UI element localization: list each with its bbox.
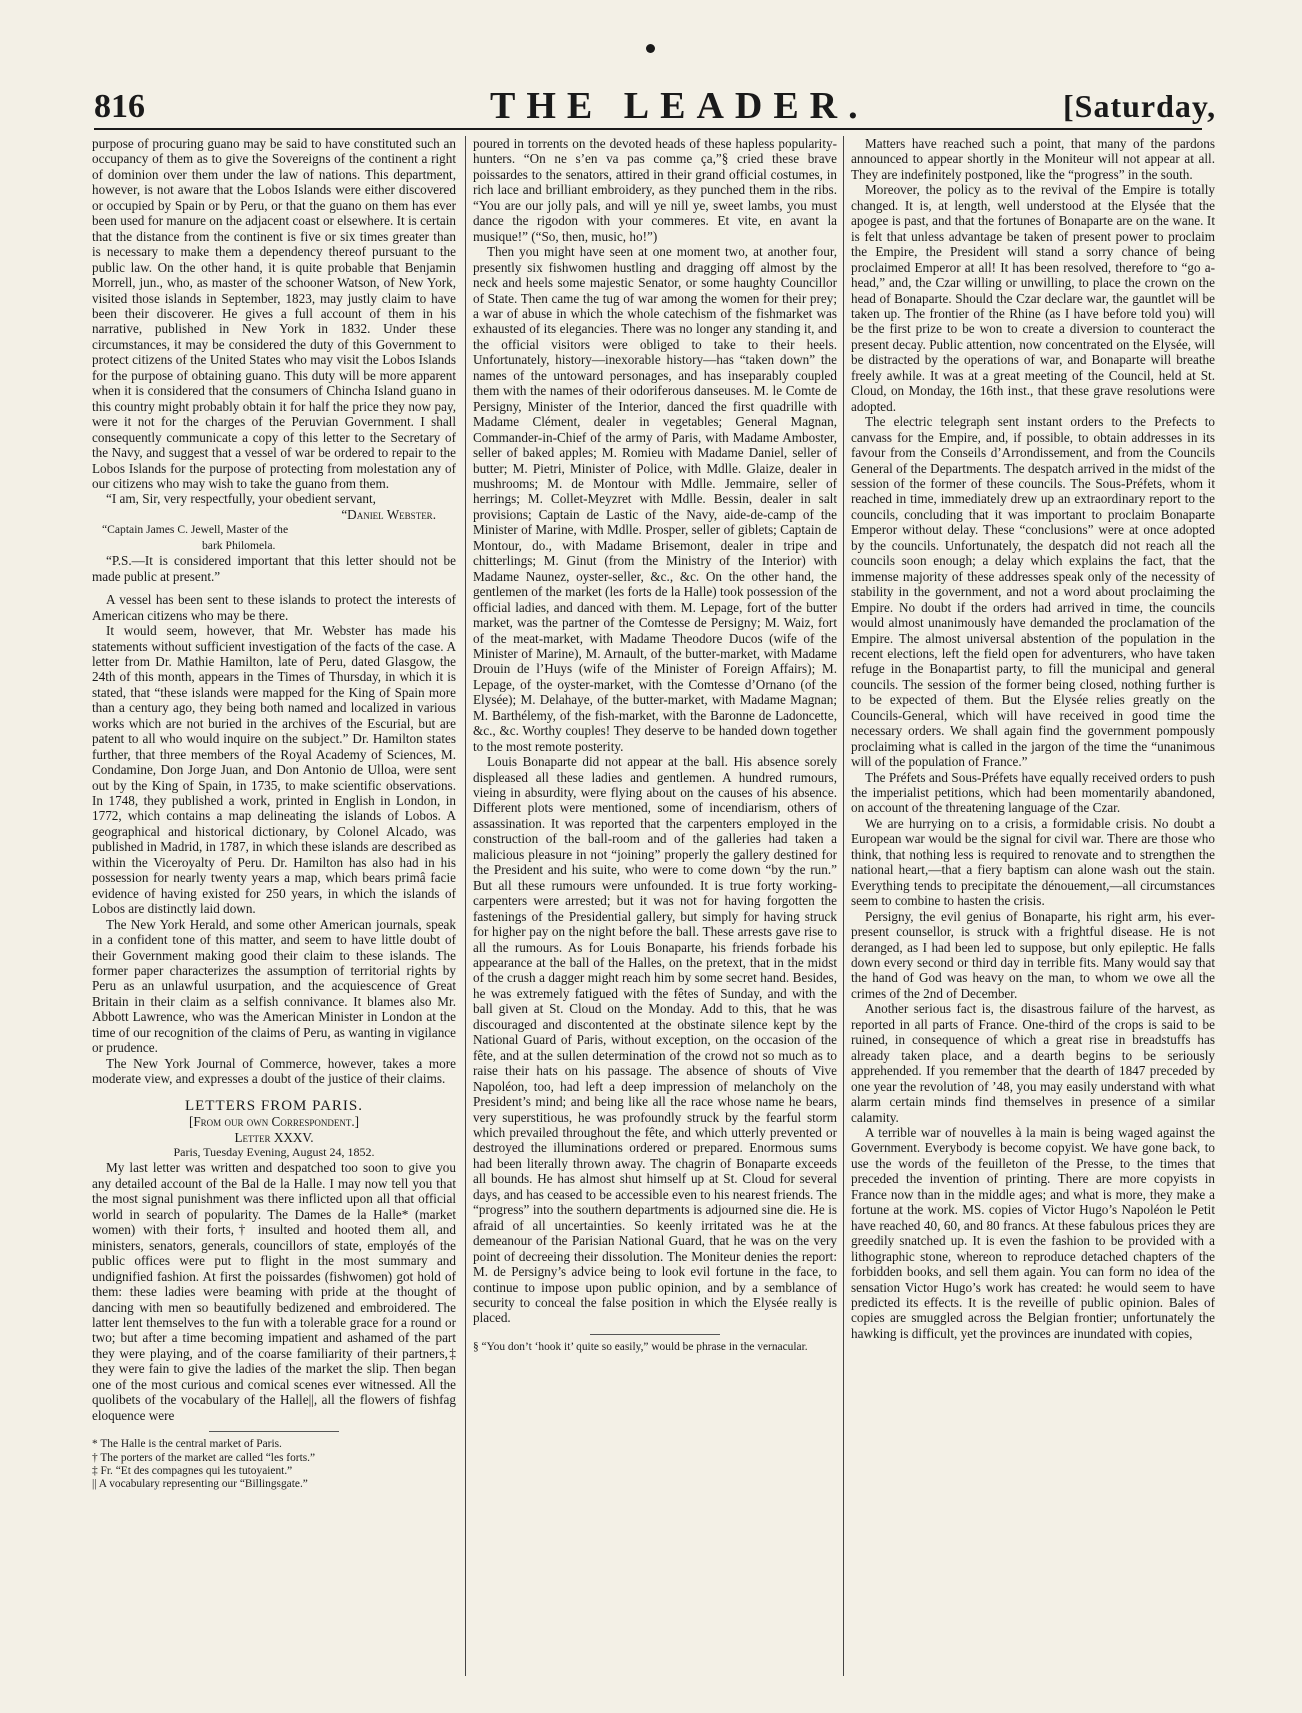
addressee: bark Philomela. [202,538,276,552]
column-1 [92,136,456,1676]
paragraph: Louis Bonaparte did not appear at the ball. His absence sorely displeased all these ladies and gentlemen. A hundred rumours, vieing in absurdity, were flying about on the causes of his absence. Different plots were mentioned, some of incendiarism, others of assassination. It was reported that the carpenters employed in the construction of the ball-room and of the galleries had taken a malicious pleasure in not “joining” properly the gallery destined for the President and his suite, who were to come down “by the run.” But all these rumours were unfounded. It is true forty working-carpenters were arrested; but it was not for having forgotten the fastenings of the Presidential gallery, but simply for having struck for higher pay on the night before the ball. These arrests gave rise to all the rumours. As for Louis Bonaparte, his friends forbade his appearance at the ball of the Halles, on the pretext, that in the midst of the crush a dagger might reach him by some secret hand. Besides, he was extremely fatigued with the fêtes of Sunday, and with the ball given at St. Cloud on the Monday. Add to this, that he was discouraged and discontented at the obstinate silence kept by the National Guard of Paris, without exception, on the occasion of the fête, and at the sullen determination of the crowd not so much as to raise their hats on his passage. The absence of shouts of Vive Napoléon, too, had left a deep impression of melancholy on the President’s mind; and being like all the race whose name he bears, very superstitious, he was profoundly struck by the fearful storm which prevailed throughout the fête, and which utterly prevented or destroyed the illuminations ordered or prepared. Enormous sums had been literally thrown away. The chagrin of Bonaparte exceeds all bounds. He has almost shut himself up at St. Cloud for several days, and has ceased to be accessible even to his nearest friends. The “progress” into the southern departments is adjourned sine die. He is afraid of all uncertainties. So keenly irritated was he at the demeanour of the Parisian National Guard, that he was on the very point of decreeing their dissolution. The Moniteur denies the report: M. de Persigny’s advice being to look evil fortune in the face, to continue to impose upon public opinion, and by a semblance of security to conceal the false position in which the Elysée really is placed. [473,754,837,1326]
footnote-rule [209,1431,339,1432]
column-separator [465,136,466,1676]
paragraph: We are hurrying on to a crisis, a formidable crisis. No doubt a European war would be the signal for civil war. There are those who think, that nothing less is required to renovate and to strengthen the national heart,—that a fiery baptism can alone wash out the stain. Everything tends to precipitate the dénouement,—all circumstances seem to combine to hasten the crisis. [851,815,1215,909]
letter-number: Letter XXXV. [234,1129,314,1145]
paragraph: The New York Journal of Commerce, however, takes a more moderate view, and expresses a doubt of the justice of their claims. [92,1055,456,1087]
signature: “Daniel Webster. [341,506,436,522]
paragraph: The Préfets and Sous-Préfets have equally received orders to push the imperialist petitions, which had been momentarily abandoned, on account of the threatening language of the Czar. [851,769,1215,816]
page-mark [646,44,655,53]
paragraph: My last letter was written and despatched too soon to give you any detailed account of the Bal de la Halle. I may now tell you that the most signal punishment was there inflicted upon all that official world in search of popularity. The Dames de la Halle* (market women) with their forts,† insulted and hooted them all, and ministers, senators, generals, councillors of state, employés of the public offices were put to flight in the most summary and undignified fashion. At first the poissardes (fishwomen) got hold of them: these ladies were beaming with pride at the thought of dancing with men so beautifully bedizened and embroidered. The latter lent themselves to the fun with a tolerable grace for a round or two; but after a time becoming impatient and ashamed of the part they were playing, and of the coarse familiarity of their partners,‡ they were fain to give the ladies of the market the slip. Then began one of the most curious and comical scenes ever witnessed. All the quolibets of the vocabulary of the Halle||, all the flowers of fishfag eloquence were [92,1160,456,1423]
issue-day: [Saturday, [1063,88,1217,124]
paragraph: The electric telegraph sent instant orders to the Prefects to canvass for the Empire, and, if possible, to obtain addresses in its favour from the Conseils d’Arrondissement, and from the Councils General of the Departments. The despatch arrived in the midst of the session of the former of these councils. The Sous-Préfets, whom it reached in time, immediately drew up an extraordinary report to the councils, concluding that it was important to proclaim Bonaparte Emperor without delay. These “conclusions” were at once adopted by the councils. Unfortunately, the despatch did not reach all the councils soon enough; a delay which explains the fact, that the immense majority of these addresses speak only of the necessity of stability in the government, and not a word about proclaiming the Empire. No doubt if the orders had arrived in time, the councils would almost unanimously have demanded the proclamation of the Empire. The almost universal abstention of the population in the recent elections, left the field open for adventurers, who have taken refuge in the Bonapartist party, to fill the municipal and general councils. The session of the former being closed, nothing further is to be expected of them. But the Elysée relies greatly on the Councils-General, which will have received in good time the necessary orders. We shall again find the government pompously proclaiming what is called in the jargon of the time the “unanimous will of the population of France.” [851,414,1215,770]
paragraph: A vessel has been sent to these islands to protect the interests of American citizens who may be there. [92,592,456,623]
column-separator [843,136,844,1676]
paragraph: Another serious fact is, the disastrous failure of the harvest, as reported in all parts of France. One-third of the crops is said to be ruined, in consequence of which a great rise in breadstuffs has already taken place, and a dearth begins to be seriously apprehended. If you remember that the dearth of 1847 preceded by one year the revolution of ’48, you may easily understand with what alarm certain minds find themselves in presence of a similar calamity. [851,1001,1215,1125]
page-number: 816 [94,88,145,125]
newspaper-title: THE LEADER. [490,85,869,127]
paragraph: Persigny, the evil genius of Bonaparte, his right arm, his ever-present counsellor, is struck with a frightful disease. He is not deranged, as I had been led to suppose, but only epileptic. He falls down every second or third day in terrible fits. Many would say that the hand of God was heavy on the man, to whom we owe all the crimes of the 2nd of December. [851,908,1215,1001]
addressee: “Captain James C. Jewell, Master of the [102,523,289,537]
footnote: || A vocabulary representing our “Billingsgate.” [92,1478,308,1491]
dateline: Paris, Tuesday Evening, August 24, 1852. [173,1145,375,1159]
footnote: † The porters of the market are called “les forts.” [92,1451,316,1464]
paragraph: Matters have reached such a point, that many of the pardons announced to appear shortly in the Moniteur will not appear at all. They are indefinitely postponed, like the “progress” in the south. [851,136,1215,182]
paragraph: The New York Herald, and some other American journals, speak in a confident tone of this matter, and seem to have little doubt of their Government making good their claim to these islands. The former paper characterizes the assumption of territorial rights by Peru as an unlawful usurpation, and the acquiescence of Great Britain in their claim as a selfish connivance. It blames also Mr. Abbott Lawrence, who was the American Minister in London at the time of our recognition of the claims of Peru, as wanting in vigilance or prudence. [92,916,456,1056]
header-rule [94,128,1202,130]
section-subtitle: [From our own Correspondent.] [188,1114,360,1130]
masthead [0,0,1302,127]
paragraph: purpose of procuring guano may be said to have constituted such an occupancy of them as to give the Sovereigns of the continent a right of dominion over them under the law of nations. This department, however, is not aware that the Lobos Islands were either discovered or occupied by Spain or by Peru, or that the guano on them has ever been used for manure on the adjacent coast or elsewhere. It is certain that the distance from the continent is five or six times greater than is necessary to make them a dependency thereof pursuant to the public law. On the other hand, it is quite probable that Benjamin Morrell, jun., who, as master of the schooner Watson, of New York, visited those islands in September, 1823, may justly claim to have been their discoverer. He gives a full account of them in his narrative, published in New York in 1832. Under these circumstances, it may be considered the duty of this Government to protect citizens of the United States who may visit the Lobos Islands for the purpose of obtaining guano. This duty will be more apparent when it is considered that the consumers of Chincha Island guano in this country might probably obtain it for half the price they now pay, were it not for the charges of the Peruvian Government. I shall consequently communicate a copy of this letter to the Secretary of the Navy, and suggest that a vessel of war be ordered to repair to the Lobos Islands for the purpose of protecting from molestation any of our citizens who may wish to take the guano from them. [92,136,456,491]
footnote: * The Halle is the central market of Paris. [92,1438,282,1451]
paragraph: A terrible war of nouvelles à la main is being waged against the Government. Everybody is become copyist. We have gone back, to use the words of the feuilleton of the Presse, to the times that preceded the invention of printing. There are more copyists in France now than in the middle ages; and what is more, they make a fortune at the work. MS. copies of Victor Hugo’s Napoléon le Petit have reached 40, 60, and 80 francs. At these fabulous prices they are greedily snatched up. It is even the fashion to be provided with a lithographic stone, whereon to reproduce detached chapters of the forbidden books, and sell them again. You can form no idea of the sensation Victor Hugo’s work has created: he would seem to have predicted its effects. It is the reveille of public opinion. Bales of copies are smuggled across the Belgian frontier; unfortunately the hawking is difficult, yet the provinces are inundated with copies, [851,1125,1215,1341]
postscript: “P.S.—It is considered important that this letter should not be made public at present.” [92,553,456,584]
paragraph: Then you might have seen at one moment two, at another four, presently six fishwomen hustling and dragging off almost by the neck and heels some majestic Senator, or some haughty Councillor of State. Then came the tug of war among the women for their prey; a war of abuse in which the whole catechism of the fishmarket was exhausted of its elegancies. There was no longer any standing it, and the official visitors were obliged to take to their heels. Unfortunately, history—inexorable history—has “taken down” the names of the untoward personages, and has inseparably coupled them with the names of their odoriferous danseuses. M. le Comte de Persigny, Minister of the Interior, danced the first quadrille with Madame Clément, dealer in vegetables; General Magnan, Commander-in-Chief of the army of Paris, with Madame Amboster, seller of baked apples; M. Romieu with Madame Daniel, seller of butter; M. Pietri, Minister of Police, with Mdlle. Glaize, dealer in mushrooms; M. de Montour with Mdlle. Jemmaire, seller of herrings; M. Collet-Meyzret with Mdlle. Bessin, dealer in salt provisions; Captain de Lastic of the Navy, aide-de-camp of the Minister of Marine, with Mdlle. Prosper, seller of giblets; Captain de Montour, do., with Madame Brisemont, dealer in tripe and chitterlings; M. Ginut (from the Ministry of the Interior) with Madame Naunez, oyster-seller, &c., &c. On the other hand, the gentlemen of the market (les forts de la Halle) took possession of the official ladies, and danced with them. M. Lepage, fort of the butter market, was the partner of the Comtesse de Persigny; M. Waiz, fort of the meat-market, with Madame Theodore Ducos (wife of the Minister of Marine), M. Arnault, of the butter-market, with Madame Drouin de l’Huys (wife of the Minister of Foreign Affairs); M. Lepage, of the oyster-market, with the Comtesse d’Ornano (of the Elysée); M. Delahaye, of the butter-market, with Madame Magnan; M. Barthélemy, of the fish-market, with the Baronne de Ladoncette, &c., &c. Worthy couples! They deserve to be handed down together to the most remote posterity. [473,244,837,754]
footnote: ‡ Fr. “Et des compagnes qui les tutoyaient.” [92,1464,293,1477]
paragraph: “I am, Sir, very respectfully, your obedient servant, [106,491,376,507]
paragraph: It would seem, however, that Mr. Webster has made his statements without sufficient investigation of the facts of the case. A letter from Dr. Mathie Hamilton, late of Peru, dated Glasgow, the 24th of this month, appears in the Times of Thursday, in which it is stated, that “these islands were mapped for the King of Spain more than a century ago, they being both named and localized in various works which are not buried in the archives of the Escurial, but are patent to all who would inquire on the subject.” Dr. Hamilton states further, that three members of the Royal Academy of Sciences, M. Condamine, Don Jorge Juan, and Don Antonio de Ulloa, were sent out by the King of Spain, in 1735, to make scientific observations. In 1748, they published a work, printed in English in London, in 1772, which contains a map delineating the islands of Lobos. A geographical and historical dictionary, by Colonel Alcado, was published in Madrid, in 1787, in which these islands are described as within the Viceroyalty of Peru. Dr. Hamilton has also had in his possession for nearly twenty years a map, which bears primâ facie evidence of having existed for 250 years, in which the islands of Lobos are distinctly laid down. [92,623,456,917]
paragraph: Moreover, the policy as to the revival of the Empire is totally changed. It is, at length, well understood at the Elysée that the apogee is past, and that the fortunes of Bonaparte are on the wane. It is felt that unless advantage be taken of present power to proclaim the Empire, the President will stand a sorry chance of being proclaimed Emperor at all! It has been resolved, therefore to “go a-head,” and, the Czar willing or unwilling, to place the crown on the head of Bonaparte. Should the Czar declare war, the gauntlet will be taken up. The frontier of the Rhine (as I have before told you) will be the first prize to be won to create a diversion to counteract the present decay. Public attention, now concentrated on the Elysée, will be distracted by the operations of war, and Bonaparte will breathe freely awhile. It was at a great meeting of the Council, held at St. Cloud, on Monday, the 16th inst., that these grave resolutions were adopted. [851,182,1215,414]
section-title: LETTERS FROM PARIS. [184,1097,364,1114]
column-2 [473,136,837,1676]
footnote-rule [590,1334,720,1335]
paragraph: poured in torrents on the devoted heads of these hapless popularity-hunters. “On ne s’en va pas comme ça,”§ cried these brave poissardes to the senators, attired in their grand official costumes, in rich lace and brilliant embroidery, as they punched them in the ribs. “You are our jolly pals, and will ye nill ye, sweet lambs, you must dance the rigodon with your commeres. Et vite, en avant la musique!” (“So, then, music, ho!”) [473,136,837,244]
column-3 [851,136,1215,1676]
footnote: § “You don’t ‘hook it’ quite so easily,” would be phrase in the vernacular. [473,1340,808,1353]
